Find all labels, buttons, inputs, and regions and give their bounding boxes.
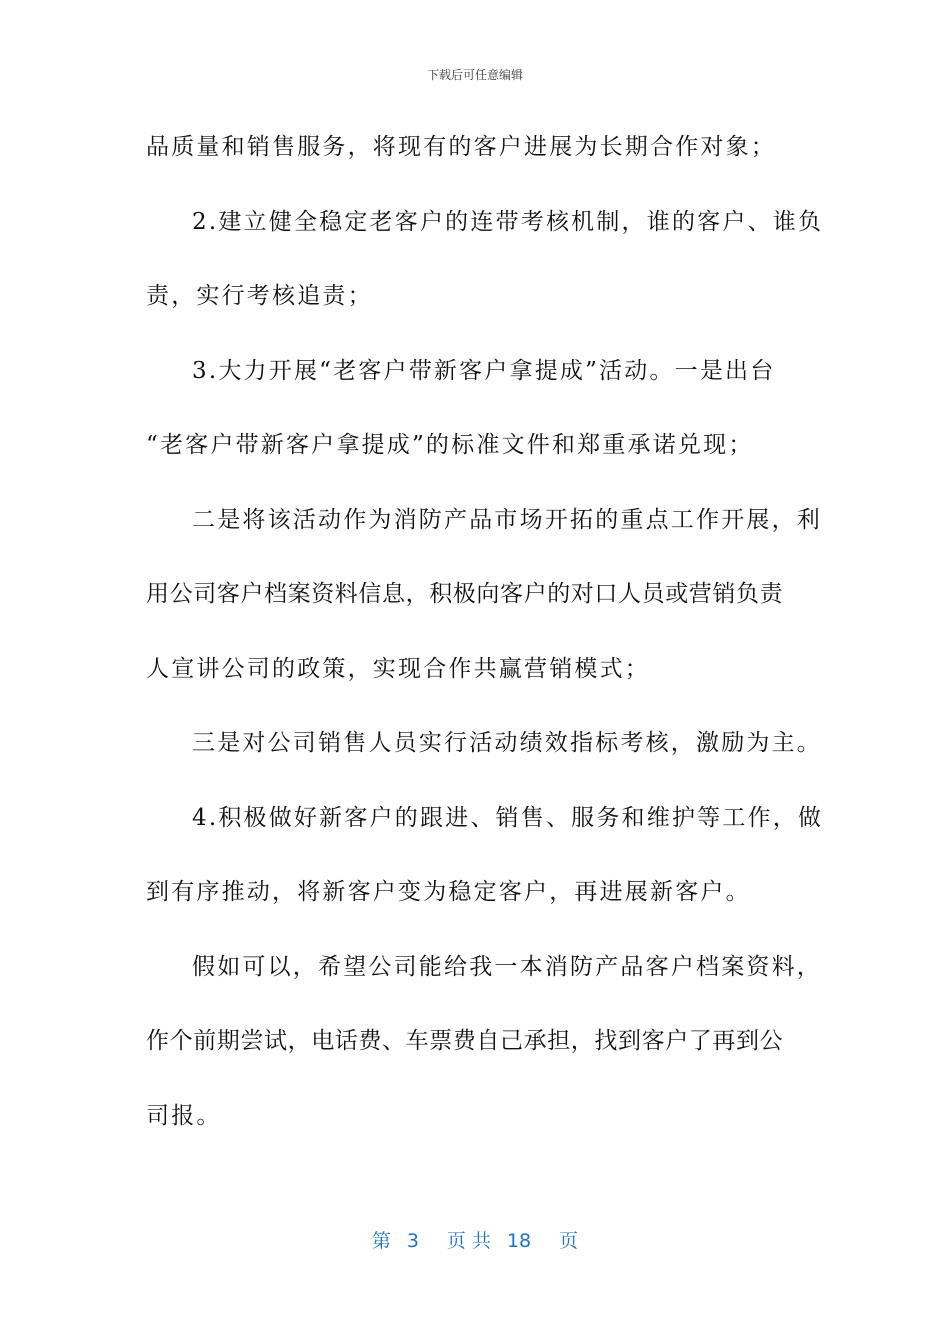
- text-line: 用公司客户档案资料信息，积极向客户的对口人员或营销负责: [146, 581, 784, 607]
- text-line: 2.建立健全稳定老客户的连带考核机制，谁的客户、谁负: [192, 208, 824, 235]
- text-line: 到有序推动，将新客户变为稳定客户，再进展新客户。: [146, 879, 751, 905]
- total-pages-number: 18: [506, 1230, 532, 1252]
- text-line: 人宣讲公司的政策，实现合作共赢营销模式；: [146, 655, 650, 682]
- text-line: 作个前期尝试，电话费、车票费自己承担，找到客户了再到公: [146, 1028, 784, 1054]
- page-prefix: 第: [371, 1230, 391, 1252]
- document-body: [146, 124, 824, 1167]
- page-footer: [0, 1226, 950, 1253]
- text-line: 三是对公司销售人员实行活动绩效指标考核，激励为主。: [192, 730, 822, 756]
- text-line: 责，实行考核追责；: [146, 283, 373, 309]
- text-line: 4.积极做好新客户的跟进、销售、服务和维护等工作，做: [192, 804, 824, 831]
- page-mid-text: 页 共: [446, 1230, 491, 1252]
- page-header: 下载后可任意编辑: [426, 68, 523, 82]
- text-line: 3.大力开展“老客户带新客户拿提成”活动。一是出台: [192, 357, 776, 384]
- text-line: “老客户带新客户拿提成”的标准文件和郑重承诺兑现；: [146, 432, 754, 458]
- text-line: 假如可以，希望公司能给我一本消防产品客户档案资料，: [192, 953, 822, 980]
- current-page-number: 3: [406, 1230, 419, 1252]
- text-line: 二是将该活动作为消防产品市场开拓的重点工作开展，利: [192, 506, 822, 533]
- page-suffix: 页: [559, 1230, 579, 1252]
- text-line: 司报。: [146, 1102, 222, 1129]
- text-line: 品质量和销售服务，将现有的客户进展为长期合作对象；: [146, 134, 776, 160]
